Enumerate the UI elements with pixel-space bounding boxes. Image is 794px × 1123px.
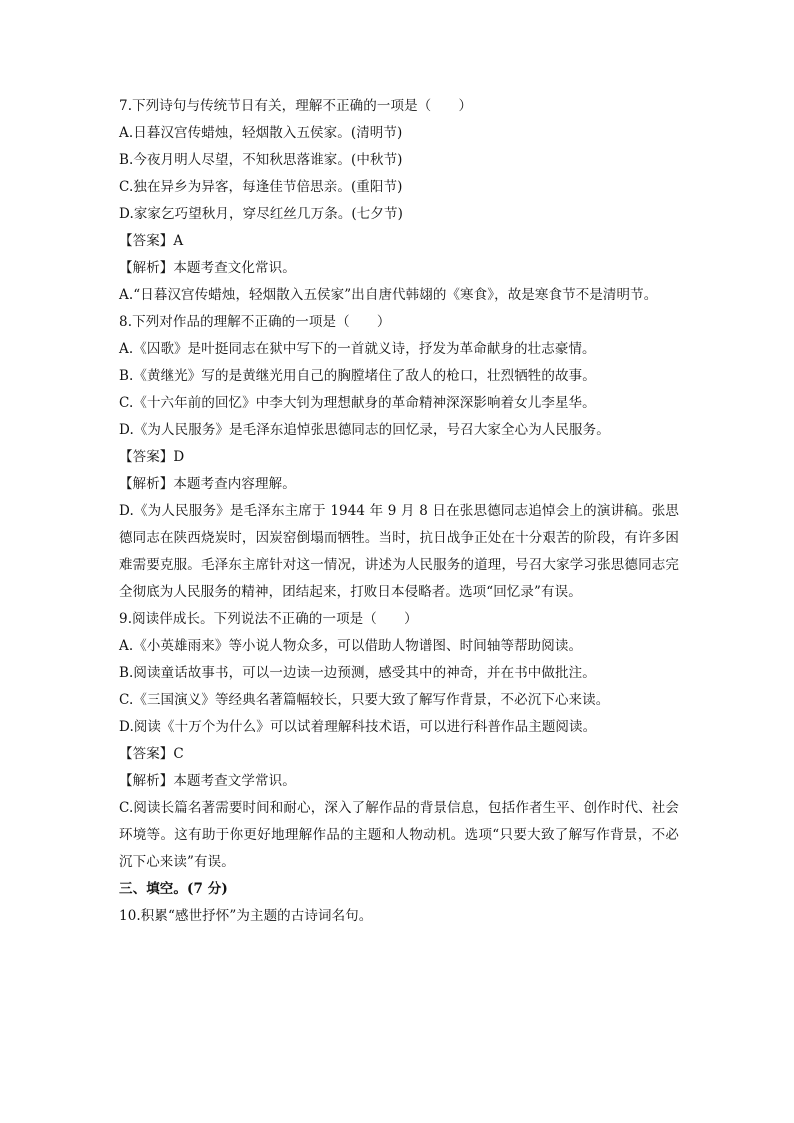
question-9-option-d: D.阅读《十万个为什么》可以试着理解科技术语，可以进行科普作品主题阅读。: [119, 719, 597, 735]
question-9-option-c: C.《三国演义》等经典名著篇幅较长，只要大致了解写作背景，不必沉下心来读。: [119, 692, 610, 708]
question-7-option-b: B.今夜月明人尽望，不知秋思落谁家。(中秋节): [119, 152, 403, 168]
question-8-analysis-body: D.《为人民服务》是毛泽东主席于 1944 年 9 月 8 日在张思德同志追悼会上的演讲稿。张思德同志在陕西烧炭时，因炭窑倒塌而牺牲。当时，抗日战争正处在十分艰苦的阶段，有许多困难需要克服。毛泽东主席针对这一情况，讲述为人民服务的道理，号召大家学习张思德同志完全彻底为人民服务的精神，团结起来，打败日本侵略者。选项“回忆录”有误。: [119, 503, 679, 600]
question-8-answer: 【答案】D: [119, 449, 185, 465]
question-10-stem: 10.积累“感世抒怀”为主题的古诗词名句。: [119, 908, 373, 924]
question-7-option-d: D.家家乞巧望秋月，穿尽红丝几万条。(七夕节): [119, 206, 403, 222]
question-8-option-a: A.《囚歌》是叶挺同志在狱中写下的一首就义诗，抒发为革命献身的壮志豪情。: [119, 341, 596, 357]
question-7-option-a: A.日暮汉宫传蜡烛，轻烟散入五侯家。(清明节): [119, 125, 403, 141]
question-7-option-c: C.独在异乡为异客，每逢佳节倍思亲。(重阳节): [119, 179, 403, 195]
question-9-option-a: A.《小英雄雨来》等小说人物众多，可以借助人物谱图、时间轴等帮助阅读。: [119, 638, 583, 654]
question-8-stem: 8.下列对作品的理解不正确的一项是（ ）: [119, 314, 391, 330]
question-9-stem: 9.阅读伴成长。下列说法不正确的一项是（ ）: [119, 611, 418, 627]
question-7-stem: 7.下列诗句与传统节日有关，理解不正确的一项是（ ）: [119, 98, 473, 114]
question-7-answer: 【答案】A: [119, 233, 184, 249]
question-8-option-b: B.《黄继光》写的是黄继光用自己的胸膛堵住了敌人的枪口，壮烈牺牲的故事。: [119, 368, 596, 384]
question-9-analysis-title: 【解析】本题考查文学常识。: [119, 773, 296, 789]
question-9-answer: 【答案】C: [119, 746, 184, 762]
document-page: [119, 93, 679, 930]
question-7-analysis-body: A.“日暮汉宫传蜡烛，轻烟散入五侯家”出自唐代韩翃的《寒食》，故是寒食节不是清明节。: [119, 287, 658, 303]
section-3-title: 三、填空。(7 分): [119, 881, 228, 897]
question-7-analysis-title: 【解析】本题考查文化常识。: [119, 260, 296, 276]
question-8-option-d: D.《为人民服务》是毛泽东追悼张思德同志的回忆录，号召大家全心为人民服务。: [119, 422, 610, 438]
question-9-option-b: B.阅读童话故事书，可以一边读一边预测，感受其中的神奇，并在书中做批注。: [119, 665, 596, 681]
question-9-analysis-body: C.阅读长篇名著需要时间和耐心，深入了解作品的背景信息，包括作者生平、创作时代、社会环境等。这有助于你更好地理解作品的主题和人物动机。选项“只要大致了解写作背景，不必沉下心来读”有误。: [119, 800, 679, 870]
question-8-analysis-title: 【解析】本题考查内容理解。: [119, 476, 296, 492]
question-8-option-c: C.《十六年前的回忆》中李大钊为理想献身的革命精神深深影响着女儿李星华。: [119, 395, 596, 411]
